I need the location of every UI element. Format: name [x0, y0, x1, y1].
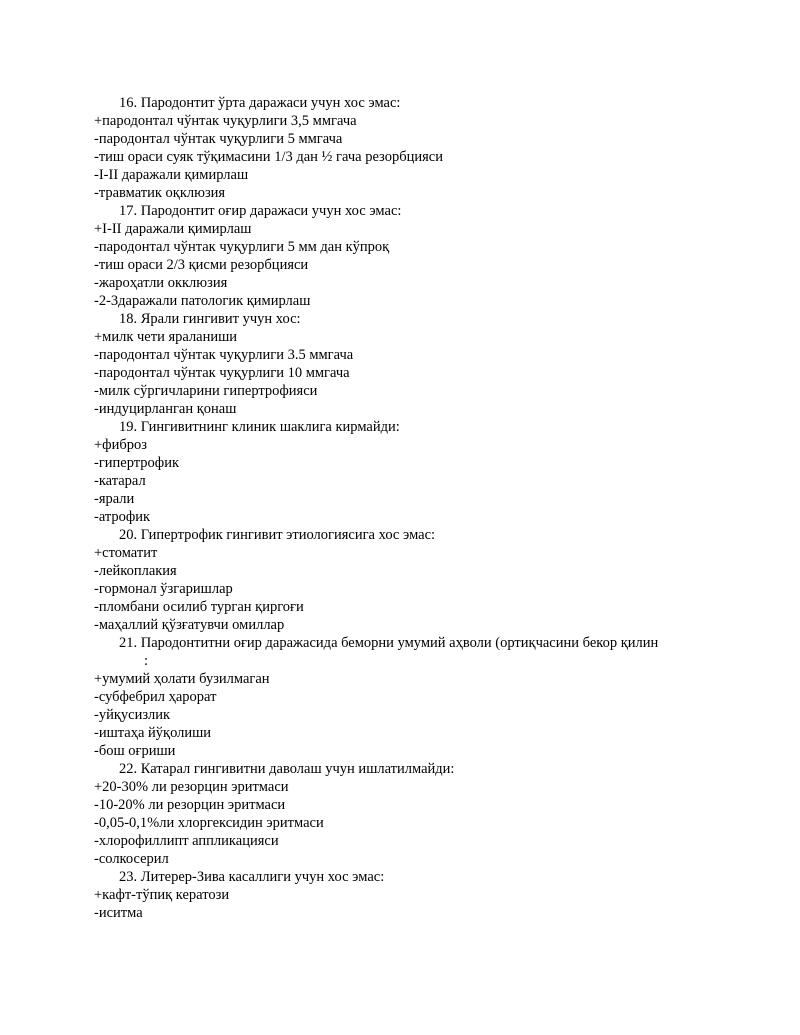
question-22: 22. Катарал гингивитни даволаш учун ишлатилмайди:: [119, 761, 455, 777]
question-21-continuation: :: [144, 653, 149, 669]
answer-option: -уйқусизлик: [94, 707, 171, 723]
answer-option: -I-II даражали қимирлаш: [94, 167, 249, 183]
question-19: 19. Гингивитнинг клиник шаклига кирмайди:: [119, 419, 400, 435]
answer-option: -индуцирланган қонаш: [94, 401, 237, 417]
answer-option: +стоматит: [94, 545, 158, 561]
answer-option: -0,05-0,1%ли хлоргексидин эритмаси: [94, 815, 324, 831]
answer-option: -тиш ораси суяк тўқимасини 1/3 дан ½ гача резорбцияси: [94, 149, 443, 165]
answer-option: -лейкоплакия: [94, 563, 177, 579]
question-18: 18. Ярали гингивит учун хос:: [119, 311, 301, 327]
question-21-text: 21. Пародонтитни оғир даражасида беморни умумий аҳволи (ортиқчасини бекор қилин: [119, 635, 659, 651]
answer-option: -маҳаллий қўзғатувчи омиллар: [94, 617, 285, 633]
answer-option: +кафт-тўпиқ кератози: [94, 887, 230, 903]
answer-option: +милк чети яраланиши: [94, 329, 238, 345]
answer-option: -солкосерил: [94, 851, 169, 867]
answer-option: -иштаҳа йўқолиши: [94, 725, 212, 741]
question-21: [0, 634, 800, 670]
answer-option: +умумий ҳолати бузилмаган: [94, 671, 270, 687]
answer-option: -тиш ораси 2/3 қисми резорбцияси: [94, 257, 309, 273]
answer-option: -гипертрофик: [94, 455, 180, 471]
answer-option: -пародонтал чўнтак чуқурлиги 5 мм дан кўпроқ: [94, 239, 390, 255]
answer-option: -пародонтал чўнтак чуқурлиги 5 ммгача: [94, 131, 343, 147]
answer-option: -гормонал ўзгаришлар: [94, 581, 233, 597]
answer-option: -субфебрил ҳарорат: [94, 689, 217, 705]
question-16: 16. Пародонтит ўрта даражаси учун хос эмас:: [119, 95, 401, 111]
answer-option: -атрофик: [94, 509, 151, 525]
answer-option: -хлорофиллипт аппликацияси: [94, 833, 279, 849]
answer-option: +I-II даражали қимирлаш: [94, 221, 252, 237]
question-17: 17. Пародонтит оғир даражаси учун хос эмас:: [119, 203, 402, 219]
answer-option: -ярали: [94, 491, 135, 507]
answer-option: -иситма: [94, 905, 143, 921]
answer-option: -2-3даражали патологик қимирлаш: [94, 293, 311, 309]
answer-option: -10-20% ли резорцин эритмаси: [94, 797, 286, 813]
answer-option: -пародонтал чўнтак чуқурлиги 10 ммгача: [94, 365, 350, 381]
answer-option: -пародонтал чўнтак чуқурлиги 3.5 ммгача: [94, 347, 354, 363]
answer-option: -жароҳатли окклюзия: [94, 275, 228, 291]
answer-option: +фиброз: [94, 437, 147, 453]
answer-option: +пародонтал чўнтак чуқурлиги 3,5 ммгача: [94, 113, 357, 129]
answer-option: -травматик оқклюзия: [94, 185, 226, 201]
answer-option: -милк сўргичларини гипертрофияси: [94, 383, 318, 399]
answer-option: -бош оғриши: [94, 743, 176, 759]
question-23: 23. Литерер-Зива касаллиги учун хос эмас:: [119, 869, 385, 885]
answer-option: +20-30% ли резорцин эритмаси: [94, 779, 289, 795]
answer-option: -катарал: [94, 473, 146, 489]
question-20: 20. Гипертрофик гингивит этиологиясига хос эмас:: [119, 527, 436, 543]
answer-option: -пломбани осилиб турган қиргоғи: [94, 599, 304, 615]
